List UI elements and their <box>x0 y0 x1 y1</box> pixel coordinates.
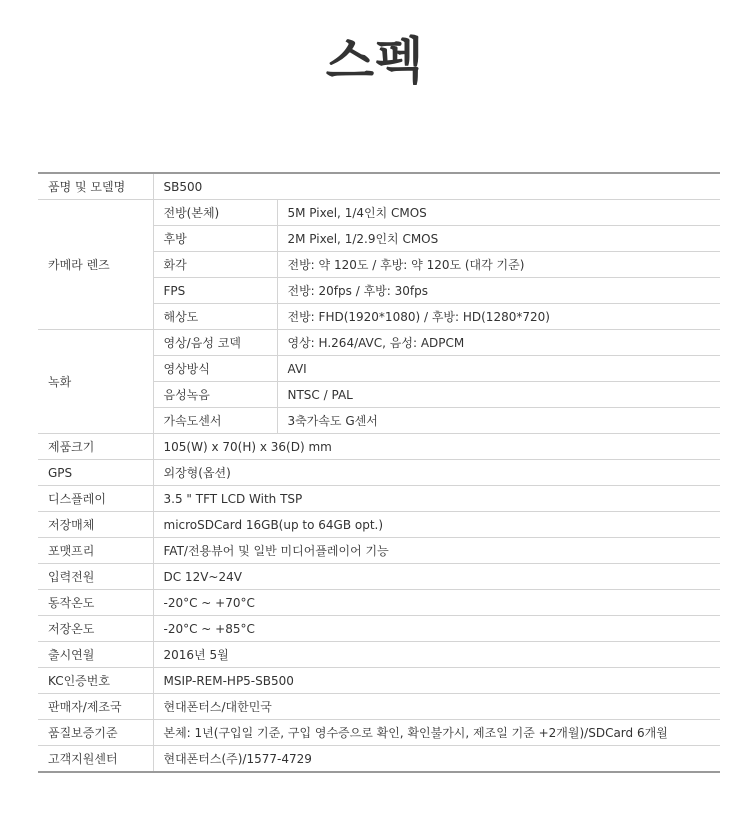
row-sublabel: 영상/음성 코덱 <box>153 330 277 356</box>
row-sublabel: 전방(본체) <box>153 200 277 226</box>
row-value: DC 12V~24V <box>153 564 720 590</box>
row-sublabel: 영상방식 <box>153 356 277 382</box>
row-label: 입력전원 <box>38 564 153 590</box>
row-label: 판매자/제조국 <box>38 694 153 720</box>
table-row <box>38 720 720 746</box>
row-label: 저장매체 <box>38 512 153 538</box>
row-sublabel: FPS <box>153 278 277 304</box>
row-label: 포맷프리 <box>38 538 153 564</box>
row-label: 디스플레이 <box>38 486 153 512</box>
row-value: 현대폰터스/대한민국 <box>153 694 720 720</box>
table-row <box>38 590 720 616</box>
row-value: MSIP-REM-HP5-SB500 <box>153 668 720 694</box>
group-label-camera: 카메라 렌즈 <box>38 200 153 330</box>
row-label: GPS <box>38 460 153 486</box>
row-label: 품명 및 모델명 <box>38 173 153 200</box>
row-value: NTSC / PAL <box>277 382 720 408</box>
table-row <box>38 668 720 694</box>
row-sublabel: 음성녹음 <box>153 382 277 408</box>
row-value: 2M Pixel, 1/2.9인치 CMOS <box>277 226 720 252</box>
row-sublabel: 화각 <box>153 252 277 278</box>
row-label: KC인증번호 <box>38 668 153 694</box>
table-row <box>38 434 720 460</box>
table-row <box>38 200 720 226</box>
row-value: 영상: H.264/AVC, 음성: ADPCM <box>277 330 720 356</box>
row-sublabel: 해상도 <box>153 304 277 330</box>
row-label: 제품크기 <box>38 434 153 460</box>
table-row <box>38 694 720 720</box>
row-value: 3축가속도 G센서 <box>277 408 720 434</box>
row-value: 전방: FHD(1920*1080) / 후방: HD(1280*720) <box>277 304 720 330</box>
table-row <box>38 746 720 773</box>
row-value: 5M Pixel, 1/4인치 CMOS <box>277 200 720 226</box>
row-value: SB500 <box>153 173 720 200</box>
table-row <box>38 486 720 512</box>
group-label-recording: 녹화 <box>38 330 153 434</box>
table-row <box>38 512 720 538</box>
spec-table <box>38 172 720 773</box>
row-label: 출시연월 <box>38 642 153 668</box>
table-row <box>38 538 720 564</box>
row-label: 동작온도 <box>38 590 153 616</box>
row-value: AVI <box>277 356 720 382</box>
table-row <box>38 460 720 486</box>
row-sublabel: 후방 <box>153 226 277 252</box>
table-row <box>38 642 720 668</box>
row-value: -20°C ~ +70°C <box>153 590 720 616</box>
row-value: 105(W) x 70(H) x 36(D) mm <box>153 434 720 460</box>
row-value: microSDCard 16GB(up to 64GB opt.) <box>153 512 720 538</box>
row-value: 외장형(옵션) <box>153 460 720 486</box>
row-value: 전방: 약 120도 / 후방: 약 120도 (대각 기준) <box>277 252 720 278</box>
row-label: 품질보증기준 <box>38 720 153 746</box>
table-row <box>38 330 720 356</box>
row-value: 2016년 5월 <box>153 642 720 668</box>
row-value: 3.5 " TFT LCD With TSP <box>153 486 720 512</box>
row-label: 고객지원센터 <box>38 746 153 773</box>
row-sublabel: 가속도센서 <box>153 408 277 434</box>
table-row <box>38 173 720 200</box>
page-title: 스펙 <box>325 32 425 90</box>
table-row <box>38 564 720 590</box>
row-value: 본체: 1년(구입일 기준, 구입 영수증으로 확인, 확인불가시, 제조일 기준 +2개월)/SDCard 6개월 <box>153 720 720 746</box>
row-label: 저장온도 <box>38 616 153 642</box>
row-value: 전방: 20fps / 후방: 30fps <box>277 278 720 304</box>
row-value: 현대폰터스(주)/1577-4729 <box>153 746 720 773</box>
table-row <box>38 616 720 642</box>
row-value: FAT/전용뷰어 및 일반 미디어플레이어 기능 <box>153 538 720 564</box>
row-value: -20°C ~ +85°C <box>153 616 720 642</box>
